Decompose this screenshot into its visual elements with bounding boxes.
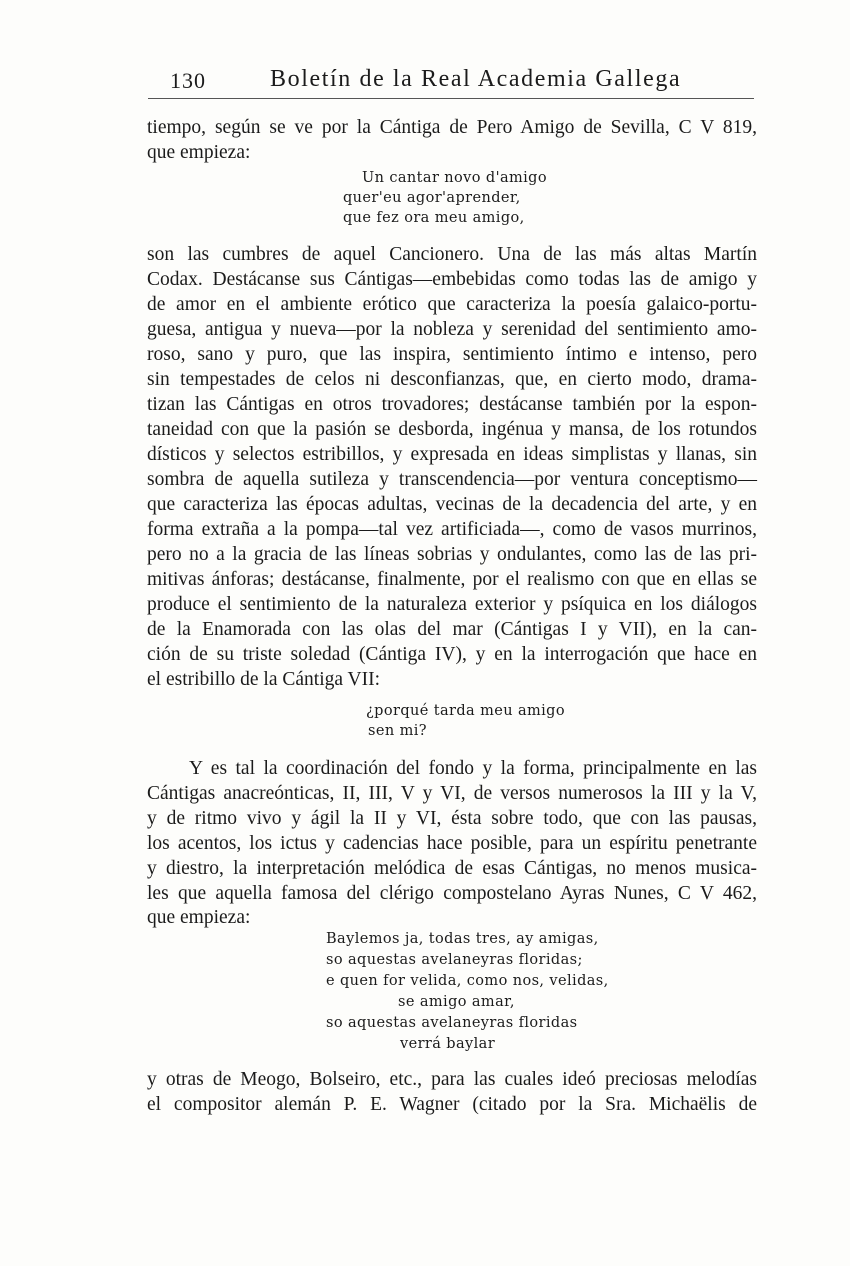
text-line: tiempo, según se ve por la Cántiga de Pero Amigo de Sevilla, C V 819, xyxy=(147,117,757,138)
verse-line: quer'eu agor'aprender, xyxy=(343,190,521,206)
text-line: Y es tal la coordinación del fondo y la forma, principalmente en las xyxy=(189,758,757,779)
verse-line: Baylemos ja, todas tres, ay amigas, xyxy=(326,931,599,947)
text-line: sin tempestades de celos ni desconfianzas, que, en cierto modo, drama- xyxy=(147,369,757,390)
verse-line: so aquestas avelaneyras floridas; xyxy=(326,952,583,968)
verse-line: se amigo amar, xyxy=(398,994,515,1010)
text-line: roso, sano y puro, que las inspira, sentimiento íntimo e intenso, pero xyxy=(147,344,757,365)
text-line: les que aquella famosa del clérigo compostelano Ayras Nunes, C V 462, xyxy=(147,883,757,904)
text-line: que empieza: xyxy=(147,907,251,928)
text-line: guesa, antigua y nueva—por la nobleza y serenidad del sentimiento amo- xyxy=(147,319,757,340)
text-line: Codax. Destácanse sus Cántigas—embebidas como todas las de amigo y xyxy=(147,269,757,290)
verse-line: so aquestas avelaneyras floridas xyxy=(326,1015,578,1031)
verse-line: ¿porqué tarda meu amigo xyxy=(366,703,565,719)
text-line: los acentos, los ictus y cadencias hace posible, para un espíritu penetrante xyxy=(147,833,757,854)
page-number: 130 xyxy=(170,68,206,93)
text-line: mitivas ánforas; destácanse, finalmente, por el realismo con que en ellas se xyxy=(147,569,757,590)
verse-line: que fez ora meu amigo, xyxy=(343,210,525,226)
text-line: y diestro, la interpretación melódica de esas Cántigas, no menos musica- xyxy=(147,858,757,879)
text-line: de la Enamorada con las olas del mar (Cántigas I y VII), en la can- xyxy=(147,619,757,640)
text-line: y otras de Meogo, Bolseiro, etc., para las cuales ideó preciosas melodías xyxy=(147,1069,757,1090)
text-line: sombra de aquella sutileza y transcendencia—por ventura conceptismo— xyxy=(147,469,757,490)
verse-line: sen mi? xyxy=(368,723,427,739)
text-line: tizan las Cántigas en otros trovadores; destácanse también por la espon- xyxy=(147,394,757,415)
text-line: forma extraña a la pompa—tal vez artificiada—, como de vasos murrinos, xyxy=(147,519,757,540)
text-line: que caracteriza las épocas adultas, vecinas de la decadencia del arte, y en xyxy=(147,494,757,515)
text-line: el compositor alemán P. E. Wagner (citado por la Sra. Michaëlis de xyxy=(147,1094,757,1115)
text-line: que empieza: xyxy=(147,142,251,163)
text-line: taneidad con que la pasión se desborda, ingénua y mansa, de los rotundos xyxy=(147,419,757,440)
text-line: Cántigas anacreónticas, II, III, V y VI, de versos numerosos la III y la V, xyxy=(147,783,757,804)
verse-line: Un cantar novo d'amigo xyxy=(362,170,547,186)
text-line: son las cumbres de aquel Cancionero. Una de las más altas Martín xyxy=(147,244,757,265)
running-header xyxy=(148,66,754,99)
text-line: de amor en el ambiente erótico que caracteriza la poesía galaico-portu- xyxy=(147,294,757,315)
text-line: pero no a la gracia de las líneas sobrias y ondulantes, como las de las pri- xyxy=(147,544,757,565)
text-line: el estribillo de la Cántiga VII: xyxy=(147,669,381,690)
text-line: dísticos y selectos estribillos, y expresada en ideas simplistas y llanas, sin xyxy=(147,444,757,465)
text-line: produce el sentimiento de la naturaleza exterior y psíquica en los diálogos xyxy=(147,594,757,615)
verse-line: verrá baylar xyxy=(400,1036,496,1052)
running-title: Boletín de la Real Academia Gallega xyxy=(270,66,682,92)
verse-line: e quen for velida, como nos, velidas, xyxy=(326,973,609,989)
text-line: y de ritmo vivo y ágil la II y VI, ésta sobre todo, que con las pausas, xyxy=(147,808,757,829)
text-line: ción de su triste soledad (Cántiga IV), y en la interrogación que hace en xyxy=(147,644,757,665)
